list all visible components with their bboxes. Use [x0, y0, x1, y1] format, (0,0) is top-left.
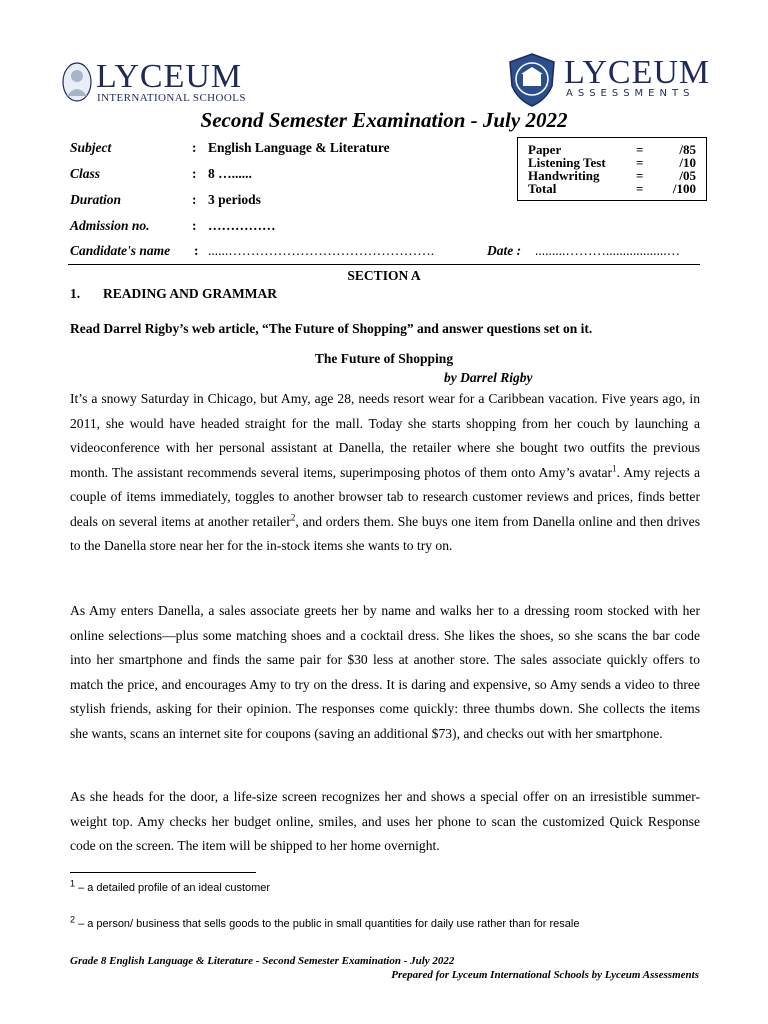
- bust-emblem-icon: [62, 62, 92, 102]
- footnote-ref: 1: [612, 462, 617, 473]
- paragraph-text: It’s a snowy Saturday in Chicago, but Amy, age 28, needs resort wear for a Caribbean vacation. Five years ago, in 2011, she would have headed straight for the mall. Today she starts shopping from her couch by launching a videoconference with her personal assistant at Danella, the retailer where she bought two outfits the previous month. The assistant recommends several items, superimposing photos of them onto Amy’s avatar: [70, 391, 700, 480]
- info-separator: :: [192, 166, 197, 181]
- info-separator: :: [194, 243, 199, 258]
- date-label: Date :: [487, 243, 522, 258]
- section-heading: SECTION A: [347, 268, 421, 283]
- instruction-text: Read Darrel Rigby’s web article, “The Future of Shopping” and answer questions set on it.: [70, 321, 593, 336]
- info-separator: :: [192, 218, 197, 233]
- marks-item: Paper: [528, 142, 562, 157]
- left-logo-subtitle: INTERNATIONAL SCHOOLS: [97, 92, 246, 104]
- info-separator: :: [192, 140, 197, 155]
- candidate-name-label: Candidate's name: [70, 243, 171, 258]
- marks-score: /100: [672, 181, 696, 196]
- marks-eq: =: [635, 168, 644, 183]
- shield-crest-icon: [506, 52, 558, 108]
- admission-number-field[interactable]: ……………: [208, 218, 276, 233]
- marks-eq: =: [635, 181, 644, 196]
- candidate-name-field[interactable]: ......……………………………………….: [208, 243, 435, 258]
- article-paragraph-1: [70, 387, 700, 559]
- info-label: Subject: [70, 140, 112, 155]
- footer-line-1: Grade 8 English Language & Literature - Second Semester Examination - July 2022: [70, 955, 455, 967]
- date-field[interactable]: .........………..................…: [535, 243, 681, 258]
- footer-line-2: Prepared for Lyceum International Schools by Lyceum Assessments: [391, 969, 699, 981]
- article-paragraph-3: As she heads for the door, a life-size screen recognizes her and shows a special offer on an irresistible summer-weight top. Amy checks her budget online, smiles, and uses her phone to scan the customized Quick Response code on the screen. The item will be shipped to her home overnight.: [70, 789, 700, 853]
- marks-item: Listening Test: [528, 155, 606, 170]
- footnote-text: – a person/ business that sells goods to the public in small quantities for daily use rather than for resale: [75, 918, 580, 930]
- info-separator: :: [192, 192, 197, 207]
- marks-item: Total: [528, 181, 557, 196]
- question-title: READING AND GRAMMAR: [103, 286, 277, 301]
- info-value: English Language & Literature: [208, 140, 390, 155]
- footnote-number: 1: [70, 878, 76, 889]
- info-row-admission: [70, 218, 510, 244]
- info-label: Duration: [70, 192, 122, 207]
- marks-score: /85: [679, 142, 696, 157]
- marks-score: /05: [679, 168, 696, 183]
- marks-row: [528, 182, 696, 195]
- lyceum-assessments-logo: [506, 52, 716, 108]
- footnote-text: – a detailed profile of an ideal customer: [75, 882, 271, 894]
- header-divider: [68, 264, 700, 265]
- marks-box: [517, 137, 707, 201]
- info-row-duration: [70, 192, 510, 218]
- footnote-ref: 2: [290, 511, 296, 522]
- exam-info: [70, 140, 510, 244]
- info-label: Admission no.: [70, 218, 150, 233]
- info-value: 8 …......: [208, 166, 252, 181]
- paragraph-text: . Amy rejects a couple of items immediately, toggles to another browser tab to research customer reviews and prices, finds better deals on several items at another retailer: [70, 464, 700, 529]
- footnote-number: 2: [70, 914, 76, 925]
- article-byline: by Darrel Rigby: [444, 370, 533, 385]
- marks-item: Handwriting: [528, 168, 600, 183]
- lyceum-schools-logo: [62, 60, 262, 108]
- marks-eq: =: [635, 142, 644, 157]
- paragraph-text: , and orders them. She buys one item from Danella online and then drives to the Danella store near her for the in-stock items she wants to try on.: [70, 513, 700, 553]
- marks-score: /10: [679, 155, 696, 170]
- candidate-row: [70, 243, 710, 263]
- footnote-divider: [70, 872, 256, 873]
- footnote-2: [70, 914, 710, 930]
- right-logo-subtitle: ASSESSMENTS: [566, 88, 695, 99]
- info-label: Class: [70, 166, 101, 181]
- info-value: 3 periods: [208, 192, 261, 207]
- right-logo-name: LYCEUM: [564, 54, 711, 91]
- article-paragraph-2: As Amy enters Danella, a sales associate greets her by name and walks her to a dressing room stocked with her online selections—plus some matching shoes and a cocktail dress. She likes the shoes, so she scans the bar code into her smartphone and finds the same pair for $30 less at another store. The sales associate quickly offers to match the price, and encourages Amy to try on the dress. It is daring and expensive, so Amy sends a video to three stylish friends, asking for their opinion. The responses come quickly: three thumbs down. She collects the items she wants, scans an internet site for coupons (saving an additional $73), and checks out with her smartphone.: [70, 603, 700, 741]
- marks-eq: =: [635, 155, 644, 170]
- info-row-subject: [70, 140, 510, 166]
- question-number: 1.: [70, 286, 81, 301]
- footnote-1: [70, 878, 710, 894]
- left-logo-name: LYCEUM: [96, 58, 243, 95]
- exam-title: Second Semester Examination - July 2022: [200, 108, 568, 132]
- info-row-class: [70, 166, 510, 192]
- article-title: The Future of Shopping: [314, 351, 454, 366]
